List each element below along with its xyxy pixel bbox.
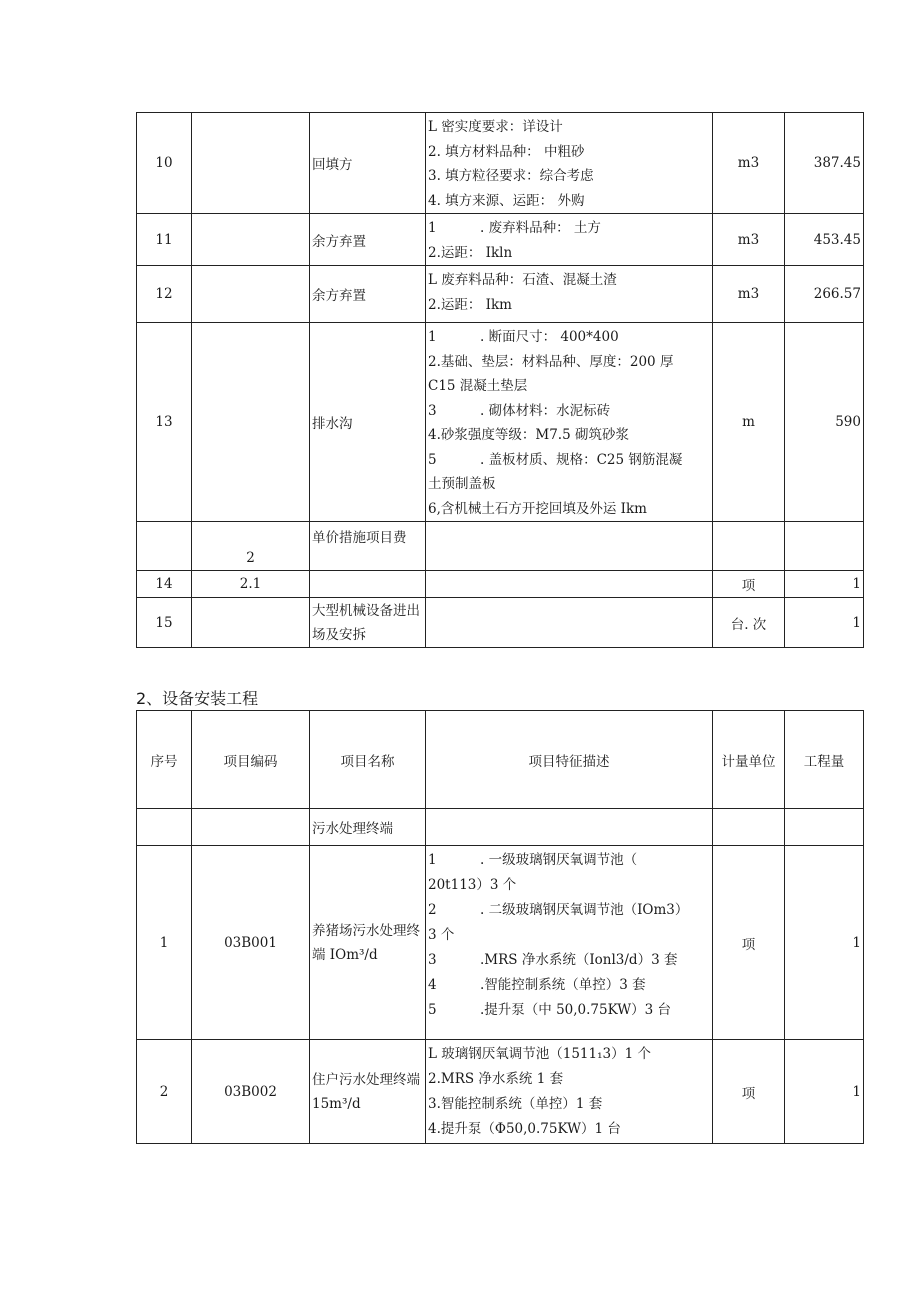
description-text: .提升泵（中 50,0.75KW）3 台: [480, 1002, 671, 1018]
list-number: 5: [428, 451, 437, 468]
list-number: 3: [428, 402, 437, 419]
description-line: 3.智能控制系统（单控）1 套: [428, 1096, 603, 1112]
header-unit: 计量单位: [713, 711, 785, 809]
quantity: 387.45: [785, 113, 864, 214]
header-quantity: 工程量: [785, 711, 864, 809]
description-line: 20t113）3 个: [428, 877, 517, 893]
description-line: 土预制盖板: [428, 476, 496, 492]
list-number: 1: [428, 220, 437, 236]
list-number: 3: [428, 952, 437, 968]
description-line: [428, 948, 712, 973]
item-code: 2: [192, 522, 310, 571]
description-text: . 盖板材质、规格：C25 钢筋混凝: [480, 451, 683, 468]
header-code: 项目编码: [192, 711, 310, 809]
list-number: 2: [428, 902, 437, 918]
unit: m3: [713, 266, 785, 323]
table-row: [137, 323, 864, 522]
description-line: [428, 325, 712, 350]
unit: 台. 次: [713, 598, 785, 648]
item-name: [310, 846, 426, 1040]
description-line: 2. 填方材料品种： 中粗砂: [428, 143, 585, 160]
description-line: 6,含机械土石方开挖回填及外运 Ikm: [428, 500, 647, 517]
description-line: L 密实度要求：详设计: [428, 119, 563, 135]
row-number: 12: [137, 266, 192, 323]
description-line: [428, 998, 712, 1023]
item-description: [426, 809, 713, 846]
description-text: .MRS 净水系统（Ionl3/d）3 套: [480, 952, 678, 968]
row-number: [137, 809, 192, 846]
description-line: 4. 填方来源、运距： 外购: [428, 192, 585, 209]
item-name-text: 大型机械设备进出场及安拆: [312, 602, 420, 643]
item-description: [426, 598, 713, 648]
description-line: L 玻璃钢厌氧调节池（1511₁3）1 个: [428, 1046, 651, 1062]
item-code: [192, 809, 310, 846]
item-name-text: 住户污水处理终端 15m³/d: [312, 1071, 420, 1112]
description-line: 3. 填方粒径要求：综合考虑: [428, 168, 594, 184]
item-name-text: 养猪场污水处理终端 IOm³/d: [312, 922, 420, 963]
description-line: [428, 448, 712, 473]
table-row: [137, 598, 864, 648]
table-row: [137, 522, 864, 571]
description-text: . 废弃料品种： 土方: [480, 220, 601, 236]
description-line: [428, 216, 712, 241]
item-description: [426, 266, 713, 323]
list-number: 4: [428, 977, 437, 993]
unit: m: [713, 323, 785, 522]
description-line: 4.砂浆强度等级：M7.5 砌筑砂浆: [428, 427, 629, 443]
header-name: 项目名称: [310, 711, 426, 809]
row-number: 13: [137, 323, 192, 522]
table-row: [137, 846, 864, 1040]
item-code: [192, 214, 310, 266]
row-number: 14: [137, 571, 192, 598]
row-number: 10: [137, 113, 192, 214]
unit: [713, 522, 785, 571]
table-header-row: [137, 711, 864, 809]
item-code: [192, 323, 310, 522]
item-name: 余方弃置: [310, 266, 426, 323]
description-text: .智能控制系统（单控）3 套: [480, 977, 646, 993]
unit: 项: [713, 846, 785, 1040]
quantity: 266.57: [785, 266, 864, 323]
description-line: [428, 848, 712, 873]
item-name: 回填方: [310, 113, 426, 214]
unit: 项: [713, 1040, 785, 1144]
quantity: 590: [785, 323, 864, 522]
item-code: [192, 598, 310, 648]
bill-of-quantities-table-1: [136, 112, 864, 648]
description-line: C15 混凝土垫层: [428, 378, 528, 394]
item-description: [426, 571, 713, 598]
quantity: 1: [785, 571, 864, 598]
row-number: 2: [137, 1040, 192, 1144]
description-line: 3 个: [428, 927, 455, 943]
item-code: [192, 266, 310, 323]
item-name: [310, 598, 426, 648]
item-description: [426, 846, 713, 1040]
bill-of-quantities-table-2: [136, 710, 864, 1144]
quantity: [785, 809, 864, 846]
list-number: 1: [428, 852, 437, 868]
description-line: L 废弃料品种：石渣、混凝土渣: [428, 272, 617, 288]
section-heading: 2、设备安装工程: [136, 689, 259, 708]
unit: [713, 809, 785, 846]
description-line: [428, 973, 712, 998]
quantity: [785, 522, 864, 571]
item-code: 03B001: [192, 846, 310, 1040]
description-line: [428, 898, 712, 923]
row-number: [137, 522, 192, 571]
description-line: 2.MRS 净水系统 1 套: [428, 1071, 564, 1087]
row-number: 1: [137, 846, 192, 1040]
description-text: . 砌体材料：水泥标砖: [480, 402, 611, 419]
item-name: [310, 1040, 426, 1144]
row-number: 15: [137, 598, 192, 648]
item-description: [426, 323, 713, 522]
item-name: 排水沟: [310, 323, 426, 522]
description-text: . 断面尺寸： 400*400: [480, 329, 619, 345]
unit: m3: [713, 113, 785, 214]
unit: m3: [713, 214, 785, 266]
list-number: 1: [428, 329, 437, 345]
item-description: [426, 1040, 713, 1144]
table-row: [137, 266, 864, 323]
description-line: 2.运距： Ikln: [428, 244, 513, 261]
table-row: [137, 571, 864, 598]
item-code: [192, 113, 310, 214]
quantity: 1: [785, 598, 864, 648]
item-code: 2.1: [192, 571, 310, 598]
header-number: 序号: [137, 711, 192, 809]
table-row: [137, 113, 864, 214]
item-code: 03B002: [192, 1040, 310, 1144]
quantity: 1: [785, 846, 864, 1040]
item-description: [426, 214, 713, 266]
description-line: [428, 399, 712, 424]
row-number: 11: [137, 214, 192, 266]
item-name: 单价措施项目费: [310, 522, 426, 571]
item-description: [426, 113, 713, 214]
item-description: [426, 522, 713, 571]
header-description: 项目特征描述: [426, 711, 713, 809]
description-text: . 一级玻璃钢厌氧调节池（: [480, 852, 638, 868]
item-name: 余方弃置: [310, 214, 426, 266]
description-text: . 二级玻璃钢厌氧调节池（IOm3）: [480, 902, 689, 918]
description-line: 4.提升泵（Φ50,0.75KW）1 台: [428, 1121, 621, 1137]
description-line: 2.运距： Ikm: [428, 296, 512, 313]
description-line: 2.基础、垫层：材料品种、厚度：200 厚: [428, 353, 674, 370]
group-row: [137, 809, 864, 846]
group-name: 污水处理终端: [310, 809, 426, 846]
table-row: [137, 1040, 864, 1144]
item-name: [310, 571, 426, 598]
quantity: 1: [785, 1040, 864, 1144]
table-row: [137, 214, 864, 266]
unit: 项: [713, 571, 785, 598]
list-number: 5: [428, 1002, 437, 1018]
quantity: 453.45: [785, 214, 864, 266]
